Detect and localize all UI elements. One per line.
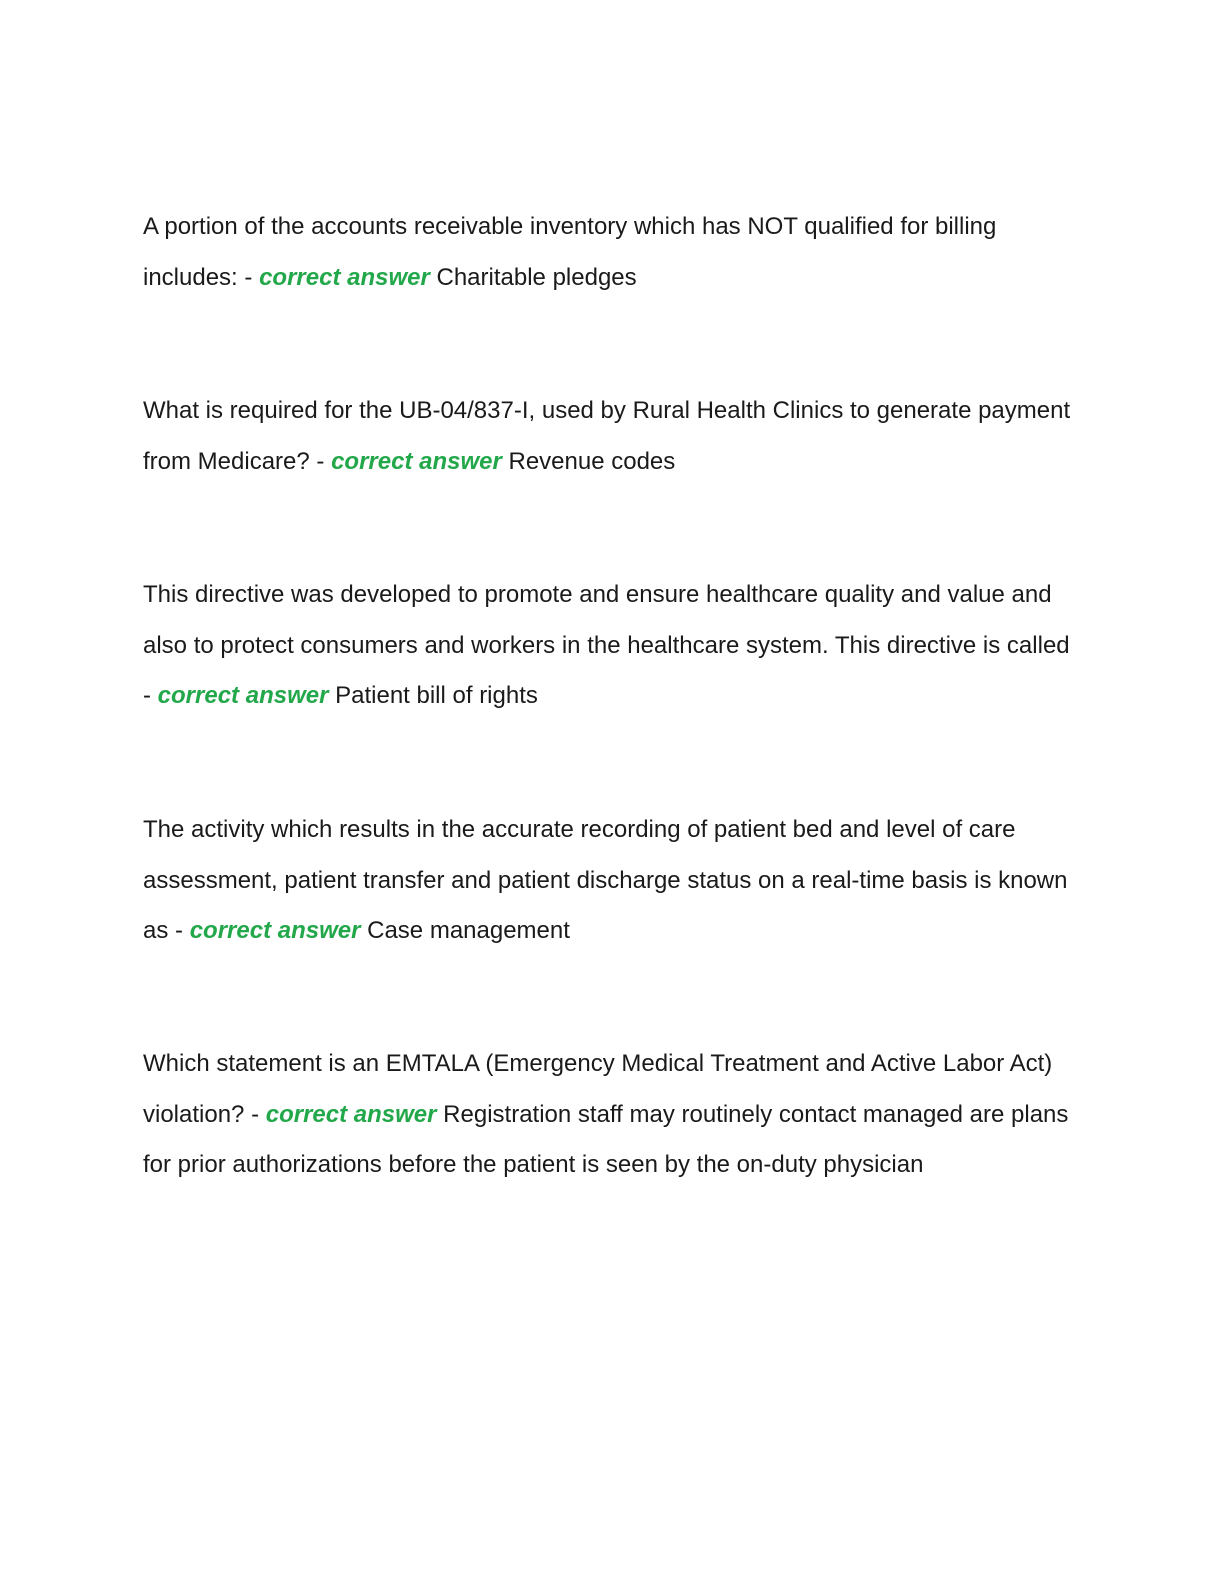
qa-item [143,570,1073,722]
qa-item [143,1039,1073,1191]
answer-text: Revenue codes [508,447,676,475]
question-text: Which statement is an EMTALA (Emergency Medical Treatment and Active Labor Act) violation? - [143,1050,1053,1128]
correct-answer-label: correct answer [259,263,430,291]
question-text: The activity which results in the accurate recording of patient bed and level of care assessment, patient transfer and patient discharge status on a real-time basis is known as - [143,816,1068,944]
question-text: This directive was developed to promote and ensure healthcare quality and value and also to protect consumers and workers in the healthcare system. This directive is called - [143,581,1070,709]
qa-item [143,386,1073,487]
answer-text: Case management [367,917,570,944]
correct-answer-label: correct answer [265,1100,437,1128]
correct-answer-label: correct answer [157,682,329,709]
answer-text: Patient bill of rights [335,682,538,709]
qa-item [143,202,1073,303]
qa-item [143,805,1073,957]
question-text: What is required for the UB-04/837-I, used by Rural Health Clinics to generate payment from Medicare? - [143,397,1071,475]
question-text: A portion of the accounts receivable inventory which has NOT qualified for billing includes: - [143,213,997,291]
correct-answer-label: correct answer [331,447,502,475]
answer-text: Registration staff may routinely contact managed are plans for prior authorizations before the patient is seen by the on-duty physician [143,1100,1069,1178]
correct-answer-label: correct answer [189,917,361,944]
answer-text: Charitable pledges [436,263,637,291]
